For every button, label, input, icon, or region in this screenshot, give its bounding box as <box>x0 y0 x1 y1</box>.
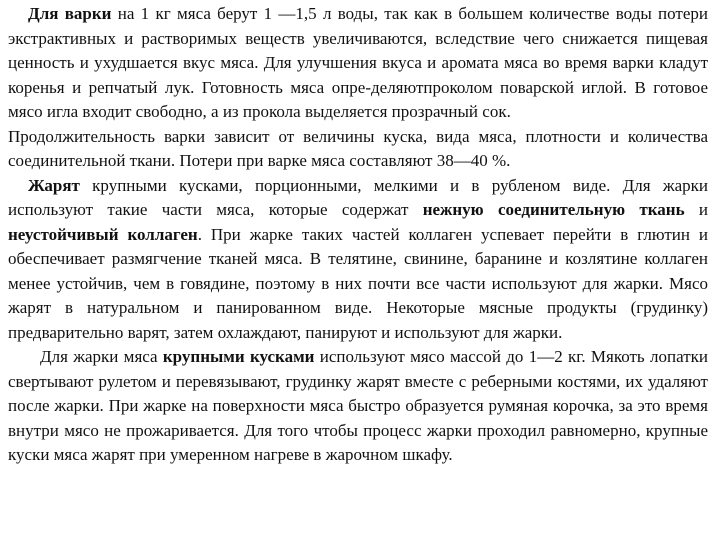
term-large-pieces: крупными кусками <box>162 347 315 366</box>
paragraph-boiling-text: на 1 кг мяса берут 1 —1,5 л воды, так как в большем количестве воды потери экстрактивных и растворимых веществ увеличиваются, вследствие чего снижается пищевая ценность и ухудшается вкус мяса. Для улучшения вкуса и аромата мяса во время варки кладут коренья и репчатый лук. Готовность мяса опре-деляютпроколом поварской иглой. В готовое мясо игла входит свободно, а из прокола выделяется прозрачный сок. <box>8 4 709 121</box>
paragraph-boiling-duration <box>8 125 708 174</box>
paragraph-boiling <box>8 2 708 125</box>
paragraph-boiling-duration-text: Продолжительность варки зависит от величины куска, вида мяса, плотности и количества соединительной ткани. Потери при варке мяса составляют 38—40 %. <box>8 126 708 170</box>
paragraph-frying-text-3: . При жарке таких частей коллаген успевает перейти в глютин и обеспечивает размягчение тканей мяса. В телятине, свинине, баранине и козлятине коллаген менее устойчив, чем в говядине, поэтому в них почти все части используют для жарки. Мясо жарят в натуральном и панированном виде. Некоторые мясные продукты (грудинку) предварительно варят, затем охлаждают, панируют и используют для жарки. <box>8 224 708 342</box>
term-frying: Жарят <box>28 175 80 195</box>
paragraph-frying-text-2: и <box>684 200 708 219</box>
term-boiling: Для варки <box>28 4 112 23</box>
paragraph-frying <box>8 174 708 346</box>
term-unstable-collagen: неустойчивый коллаген <box>8 224 198 244</box>
term-connective-tissue: нежную соединительную ткань <box>422 200 685 219</box>
paragraph-large-pieces-text-1: Для жарки мяса <box>40 347 163 366</box>
paragraph-frying-text-1: крупными кусками, порционными, мелкими и в рубленом виде. Для жарки используют такие части мяса, которые содержат <box>8 175 708 219</box>
paragraph-large-pieces <box>8 345 708 468</box>
paragraph-large-pieces-text-2: используют мясо массой до 1—2 кг. Мякоть лопатки свертывают рулетом и перевязывают, грудинку жарят вместе с реберными костями, их удаляют после жарки. При жарке на поверхности мяса быстро образуется румяная корочка, за это время внутри мясо не прожаривается. Для того чтобы процесс жарки проходил равномерно, крупные куски мяса жарят при умеренном нагреве в жарочном шкафу. <box>8 347 708 464</box>
